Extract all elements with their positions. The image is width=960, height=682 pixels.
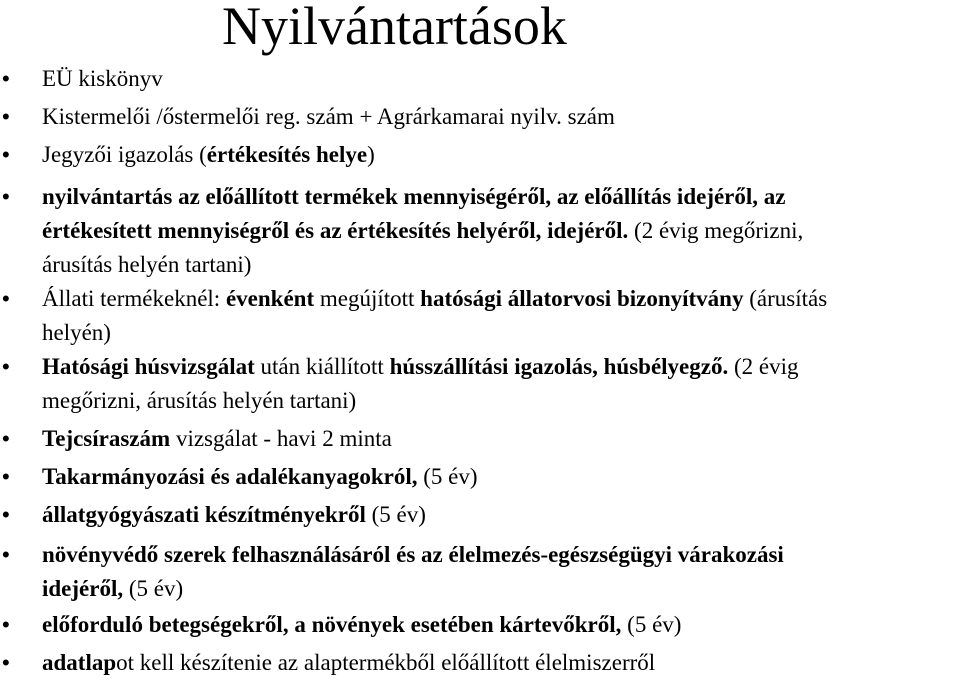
bold-text: előforduló betegségekről, a növények esetében kártevőkről, bbox=[42, 612, 622, 637]
bold-text: Hatósági húsvizsgálat bbox=[42, 354, 255, 379]
bold-text: Tejcsíraszám bbox=[42, 426, 171, 451]
bullet-icon: • bbox=[2, 354, 10, 379]
text-run: (5 év) bbox=[365, 502, 426, 527]
bold-text: értékesítés helye bbox=[206, 142, 368, 167]
bold-text: állatgyógyászati készítményekről bbox=[42, 502, 366, 527]
bold-text: hatósági állatorvosi bizonyítvány bbox=[420, 286, 744, 311]
bullet-icon: • bbox=[2, 464, 10, 489]
bullet-icon: • bbox=[2, 104, 10, 129]
list-item bbox=[0, 180, 960, 282]
list-item bbox=[0, 498, 960, 532]
text-run: ot kell készítenie az alaptermékből előállított élelmiszerről bbox=[116, 650, 656, 675]
text-run: (5 év) bbox=[417, 464, 478, 489]
list-item-line bbox=[42, 646, 960, 680]
text-run: Kistermelői /őstermelői reg. szám + Agrárkamarai nyilv. szám bbox=[42, 104, 615, 129]
list-item bbox=[0, 608, 960, 642]
list-item-line bbox=[42, 498, 960, 532]
list-item-line bbox=[42, 214, 960, 248]
list-item-line bbox=[42, 572, 960, 606]
bullet-icon: • bbox=[2, 286, 10, 311]
list-item-line bbox=[42, 138, 960, 172]
bold-text: növényvédő szerek felhasználásáról és az élelmezés-egészségügyi várakozási bbox=[42, 542, 784, 567]
page-title: Nyilvántartások bbox=[222, 0, 567, 56]
list-item bbox=[0, 350, 960, 418]
list-item bbox=[0, 100, 960, 134]
bold-text: hússzállítási igazolás, húsbélyegző. bbox=[389, 354, 729, 379]
text-run: vizsgálat - havi 2 minta bbox=[170, 426, 392, 451]
text-run: után kiállított bbox=[254, 354, 390, 379]
text-run: Állati termékeknél: bbox=[42, 286, 226, 311]
bullet-icon: • bbox=[2, 66, 10, 91]
bullet-icon: • bbox=[2, 142, 10, 167]
list-item-line bbox=[42, 316, 960, 350]
list-item bbox=[0, 422, 960, 456]
list-item bbox=[0, 460, 960, 494]
list-item-line bbox=[42, 248, 960, 282]
text-run: megőrizni, árusítás helyén tartani) bbox=[42, 388, 357, 413]
text-run: Jegyzői igazolás ( bbox=[42, 142, 207, 167]
text-run: EÜ kiskönyv bbox=[42, 66, 163, 91]
list-item-line bbox=[42, 384, 960, 418]
list-item-line bbox=[42, 460, 960, 494]
list-item-line bbox=[42, 62, 960, 96]
bold-text: adatlap bbox=[42, 650, 117, 675]
list-item bbox=[0, 646, 960, 680]
bullet-icon: • bbox=[2, 184, 10, 209]
text-run: (5 év) bbox=[621, 612, 682, 637]
list-item-line bbox=[42, 350, 960, 384]
bullet-icon: • bbox=[2, 542, 10, 567]
bullet-icon: • bbox=[2, 612, 10, 637]
text-run: helyén) bbox=[42, 320, 111, 345]
list-item-line bbox=[42, 538, 960, 572]
text-run: ) bbox=[367, 142, 375, 167]
list-item-line bbox=[42, 180, 960, 214]
text-run: (árusítás bbox=[743, 286, 828, 311]
bullet-icon: • bbox=[2, 426, 10, 451]
bold-text: évenként bbox=[225, 286, 315, 311]
list-item bbox=[0, 282, 960, 350]
list-item bbox=[0, 138, 960, 172]
bold-text: Takarmányozási és adalékanyagokról, bbox=[42, 464, 418, 489]
text-run: megújított bbox=[314, 286, 421, 311]
bold-text: idejéről, bbox=[42, 576, 124, 601]
text-run: (5 év) bbox=[123, 576, 184, 601]
bold-text: nyilvántartás az előállított termékek mennyiségéről, az előállítás idejéről, az bbox=[42, 184, 786, 209]
text-run: (2 évig megőrizni, bbox=[628, 218, 804, 243]
list-item-line bbox=[42, 100, 960, 134]
list-item bbox=[0, 538, 960, 606]
bold-text: értékesített mennyiségről és az értékesítés helyéről, idejéről. bbox=[42, 218, 629, 243]
list-item bbox=[0, 62, 960, 96]
text-run: (2 évig bbox=[728, 354, 799, 379]
bullet-icon: • bbox=[2, 502, 10, 527]
list-item-line bbox=[42, 422, 960, 456]
list-item-line bbox=[42, 608, 960, 642]
bullet-icon: • bbox=[2, 650, 10, 675]
list-item-line bbox=[42, 282, 960, 316]
text-run: árusítás helyén tartani) bbox=[42, 252, 252, 277]
